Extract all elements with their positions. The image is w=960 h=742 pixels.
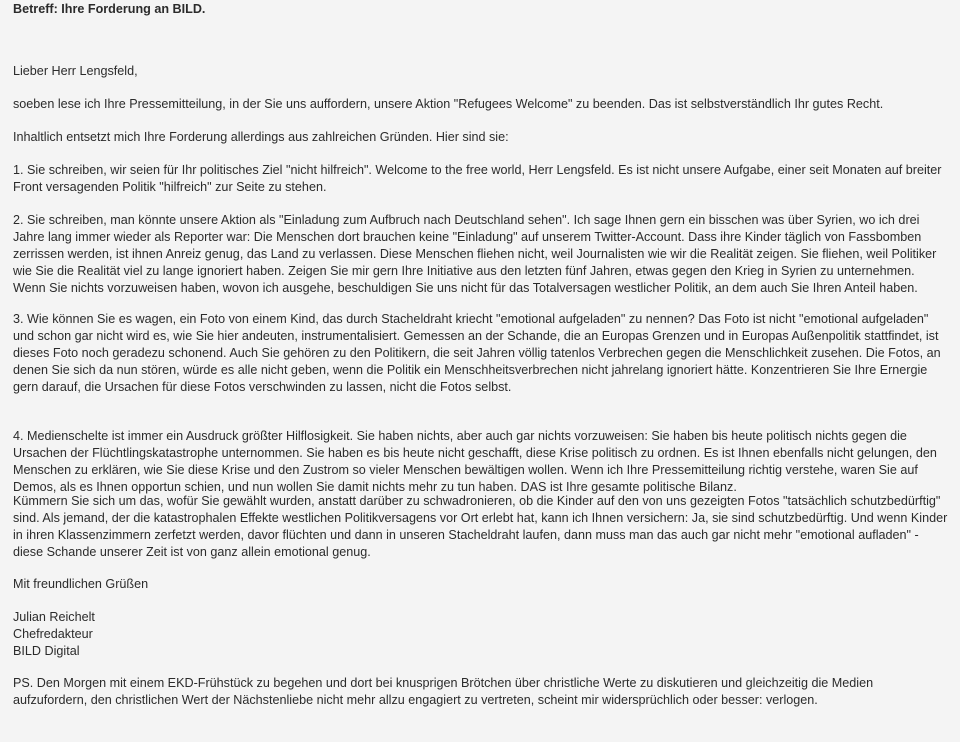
letter-closing: Mit freundlichen Grüßen [13, 577, 149, 591]
letter-subject: Betreff: Ihre Forderung an BILD. [13, 2, 206, 16]
paragraph-point-2: 2. Sie schreiben, man könnte unsere Aktion als "Einladung zum Aufbruch nach Deutschland sehen". Ich sage Ihnen gern ein bisschen was über Syrien, wo ich drei Jahre lang immer wieder als Reporter war: Die Menschen dort brauchen keine "Einladung" auf unserem Twitter-Account. Dass ihre Kinder täglich von Fassbomben zerrissen werden, ist ihnen Anreiz genug, das Land zu verlassen. Diese Menschen fliehen nicht, weil Journalisten wie wir die Realität zeigen. Sie fliehen, weil Politiker wie Sie die Realität viel zu lange ignoriert haben. Zeigen Sie mir gern Ihre Initiative aus den letzten fünf Jahren, etwas gegen den Krieg in Syrien zu unternehmen. Wenn Sie nichts vorzuweisen haben, wovon ich ausgehe, beschuldigen Sie uns nicht für das Totalversagen westlicher Politik, an dem auch Sie Ihren Anteil haben. [13, 213, 937, 295]
paragraph-point-3: 3. Wie können Sie es wagen, ein Foto von einem Kind, das durch Stacheldraht kriecht "emotional aufgeladen" zu nennen? Das Foto ist nicht "emotional aufgeladen" und schon gar nicht wird es, wie Sie hier andeuten, instrumentalisiert. Gemessen an der Schande, die an Europas Grenzen und in Europas Außenpolitik stattfindet, ist dieses Foto noch geradezu schonend. Auch Sie gehören zu den Politikern, die seit Jahren völlig tatenlos Verbrechen gegen die Menschlichkeit zusehen. Die Fotos, an denen Sie sich da nun stören, würde es alle nicht geben, wenn die Politik ein Menschheitsverbrechen nicht jahrelang ignoriert hätte. Konzentrieren Sie Ihre Ernergie gern darauf, die Ursachen für diese Fotos verschwinden zu lassen, nicht die Fotos selbst. [13, 312, 941, 394]
paragraph-point-1: 1. Sie schreiben, wir seien für Ihr politisches Ziel "nicht hilfreich". Welcome to the free world, Herr Lengsfeld. Es ist nicht unsere Aufgabe, einer seit Monaten auf breiter Front versagenden Politik "hilfreich" zur Seite zu stehen. [13, 163, 942, 194]
paragraph-intro: soeben lese ich Ihre Pressemitteilung, in der Sie uns auffordern, unsere Aktion "Refugees Welcome" zu beenden. Das ist selbstverständlich Ihr gutes Recht. [13, 97, 884, 111]
signature-name: Julian Reichelt [13, 610, 95, 624]
letter-postscript: PS. Den Morgen mit einem EKD-Frühstück zu begehen und dort bei knusprigen Brötchen über christliche Werte zu diskutieren und gleichzeitig die Medien aufzufordern, den christlichen Wert der Nächstenliebe nicht mehr allzu engagiert zu vertreten, scheint mir widersprüchlich oder besser: verlogen. [13, 676, 874, 707]
signature-title: Chefredakteur [13, 627, 93, 641]
paragraph-reasons-lead: Inhaltlich entsetzt mich Ihre Forderung allerdings aus zahlreichen Gründen. Hier sind sie: [13, 130, 509, 144]
paragraph-conclusion: Kümmern Sie sich um das, wofür Sie gewählt wurden, anstatt darüber zu schwadronieren, ob die Kinder auf den von uns gezeigten Fotos "tatsächlich schutzbedürftig" sind. Als jemand, der die katastrophalen Effekte westlichen Politikversagens vor Ort erlebt hat, kann ich Ihnen versichern: Ja, sie sind schutzbedürftig. Und wenn Kinder in ihren Klassenzimmern zerfetzt werden, davor flüchten und dann in unseren Stacheldraht laufen, dann muss man das auch gar nicht mehr "emotional aufladen" - diese Schande unserer Zeit ist von ganz allein emotional genug. [13, 494, 948, 559]
signature-org: BILD Digital [13, 644, 80, 658]
letter-salutation: Lieber Herr Lengsfeld, [13, 64, 138, 78]
paragraph-point-4: 4. Medienschelte ist immer ein Ausdruck größter Hilflosigkeit. Sie haben nichts, aber auch gar nichts vorzuweisen: Sie haben bis heute politisch nichts gegen die Ursachen der Flüchtlingskatastrophe unternommen. Sie haben es bis heute nicht geschafft, diese Krise politisch zu ordnen. Es ist Ihnen ebenfalls nicht gelungen, den Menschen zu erklären, wie Sie diese Krise und den Zustrom so vieler Menschen bewältigen wollen. Wenn ich Ihre Pressemitteilung richtig verstehe, waren Sie auf Demos, als es Ihnen opportun schien, und nun wollen Sie damit nichts mehr zu tun haben. DAS ist Ihre gesamte politische Bilanz. [13, 429, 937, 494]
